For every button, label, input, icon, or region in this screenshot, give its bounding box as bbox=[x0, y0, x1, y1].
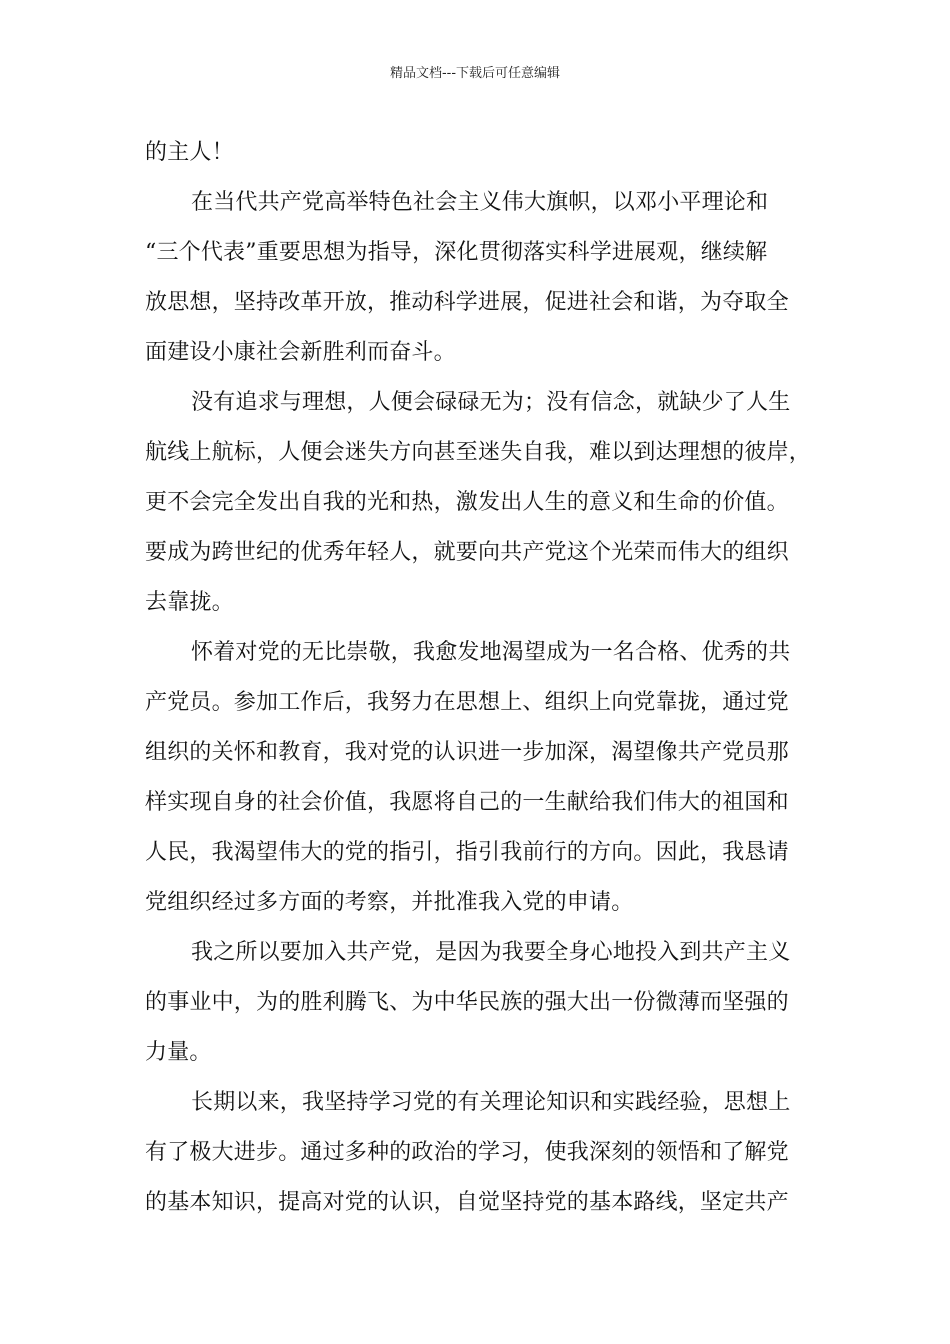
text-line: 我之所以要加入共产党，是因为我要全身心地投入到共产主义 bbox=[191, 940, 791, 965]
text-line: 放思想，坚持改革开放，推动科学进展，促进社会和谐，为夺取全 bbox=[145, 290, 789, 315]
text-line: 党组织经过多方面的考察，并批准我入党的申请。 bbox=[145, 890, 634, 915]
text-line: 组织的关怀和教育，我对党的认识进一步加深，渴望像共产党员那 bbox=[145, 740, 789, 765]
text-line: 的主人！ bbox=[145, 140, 234, 165]
text-line: 人民，我渴望伟大的党的指引，指引我前行的方向。因此，我恳请 bbox=[145, 840, 789, 865]
text-line: 在当代共产党高举特色社会主义伟大旗帜，以邓小平理论和 bbox=[191, 190, 769, 215]
text-line: “三个代表”重要思想为指导，深化贯彻落实科学进展观，继续解 bbox=[145, 240, 768, 265]
document-body bbox=[145, 128, 815, 1228]
text-line: 样实现自身的社会价值，我愿将自己的一生献给我们伟大的祖国和 bbox=[145, 790, 789, 815]
text-line: 怀着对党的无比崇敬，我愈发地渴望成为一名合格、优秀的共 bbox=[191, 640, 791, 665]
text-line: 力量。 bbox=[145, 1040, 212, 1065]
text-line: 有了极大进步。通过多种的政治的学习，使我深刻的领悟和了解党 bbox=[145, 1140, 789, 1165]
text-line: 更不会完全发出自我的光和热，激发出人生的意义和生命的价值。 bbox=[145, 490, 789, 515]
text-line: 产党员。参加工作后，我努力在思想上、组织上向党靠拢，通过党 bbox=[145, 690, 789, 715]
text-line: 航线上航标，人便会迷失方向甚至迷失自我，难以到达理想的彼岸， bbox=[145, 440, 812, 465]
text-line: 的事业中，为的胜利腾飞、为中华民族的强大出一份微薄而坚强的 bbox=[145, 990, 789, 1015]
page-header: 精品文档---下载后可任意编辑 bbox=[389, 66, 561, 81]
text-line: 长期以来，我坚持学习党的有关理论知识和实践经验，思想上 bbox=[191, 1090, 791, 1115]
text-line: 没有追求与理想，人便会碌碌无为；没有信念，就缺少了人生 bbox=[191, 390, 791, 415]
text-line: 的基本知识，提高对党的认识，自觉坚持党的基本路线，坚定共产 bbox=[145, 1190, 789, 1215]
text-line: 去靠拢。 bbox=[145, 590, 234, 615]
text-line: 要成为跨世纪的优秀年轻人，就要向共产党这个光荣而伟大的组织 bbox=[145, 540, 789, 565]
text-line: 面建设小康社会新胜利而奋斗。 bbox=[145, 340, 456, 365]
